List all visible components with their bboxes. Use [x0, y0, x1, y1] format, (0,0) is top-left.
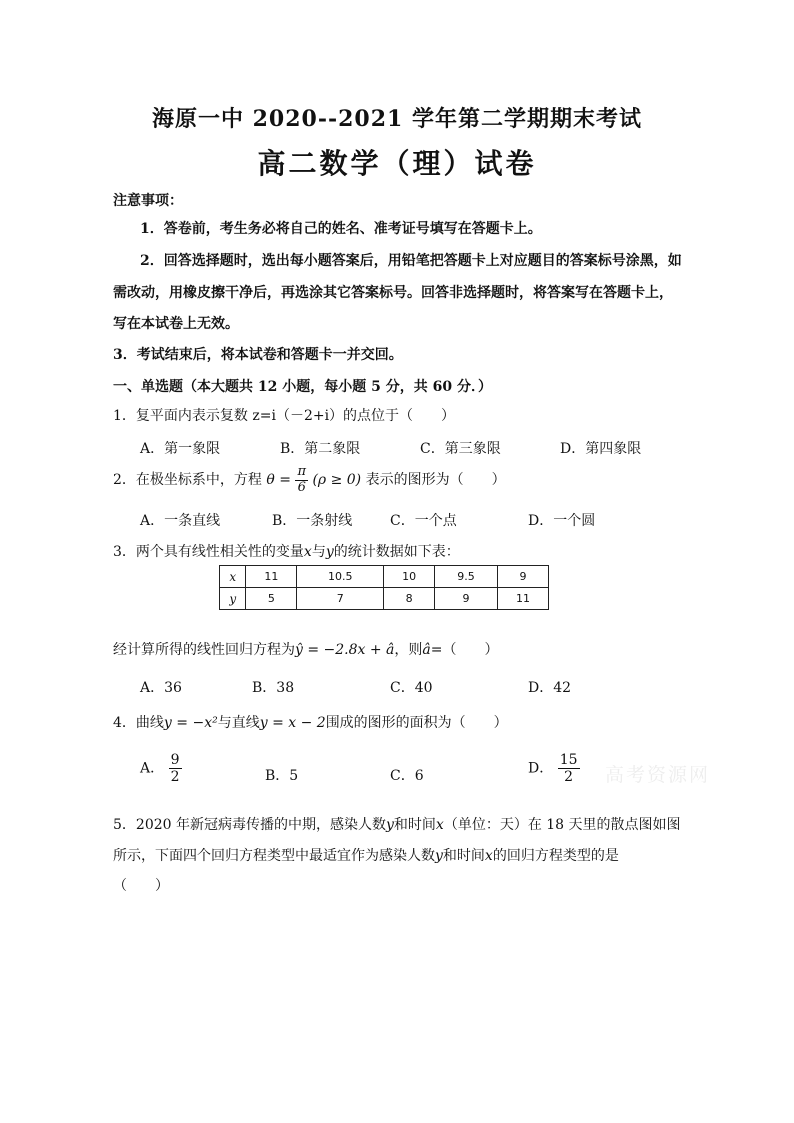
q2-frac-num: π	[297, 463, 306, 479]
table-cell: y	[220, 588, 246, 610]
q4-curve: y = −x²	[163, 715, 218, 731]
q2-fraction	[295, 465, 308, 496]
q4-option-c: C．6	[390, 768, 424, 784]
q3-line2-suffix: =（ ）	[430, 642, 499, 658]
question-3	[113, 541, 460, 561]
q4-option-d	[528, 752, 580, 785]
table-row	[220, 566, 549, 588]
q2-theta: θ =	[266, 472, 291, 488]
note-item-2-line-2: 需改动，用橡皮擦干净后，再选涂其它答案标号。回答非选择题时，将答案写在答题卡上，	[113, 285, 673, 301]
table-cell: 5	[246, 588, 297, 610]
q5-var-x: x	[435, 817, 444, 833]
q3-prefix: 3．两个具有线性相关性的变量	[113, 544, 304, 560]
q2-frac-den: 6	[297, 479, 306, 495]
q2-suffix: 表示的图形为（ ）	[365, 472, 506, 488]
q4-option-d-fraction	[558, 752, 580, 785]
exam-title: 海原一中 2020--2021 学年第二学期期末考试	[151, 106, 643, 132]
watermark: 高考资源网	[605, 764, 711, 786]
q3-option-d: D．42	[528, 680, 572, 696]
table-cell: 9	[435, 588, 498, 610]
table-cell: 10.5	[297, 566, 384, 588]
q4-option-d-den: 2	[564, 769, 574, 786]
q5-line2-c: 的回归方程类型的是	[492, 848, 619, 864]
q5-var-y2: y	[435, 848, 443, 864]
question-5-line-3: （ ）	[113, 878, 169, 894]
q3-option-c: C．40	[390, 680, 433, 696]
q3-equation-line	[113, 639, 499, 659]
q1-option-c: C．第三象限	[420, 441, 501, 457]
note-item-3: 3．考试结束后，将本试卷和答题卡一并交回。	[113, 347, 403, 363]
q3-equation: ŷ = −2.8x + â	[295, 642, 395, 658]
q1-option-b: B．第二象限	[280, 441, 361, 457]
q3-var-x: x	[303, 544, 312, 560]
q2-option-d: D．一个圆	[528, 513, 596, 529]
table-cell: 11	[497, 588, 548, 610]
q4-mid: 与直线	[217, 715, 260, 731]
q2-option-b: B．一条射线	[272, 513, 353, 529]
table-cell: 11	[246, 566, 297, 588]
note-item-2-line-3: 写在本试卷上无效。	[113, 316, 239, 332]
q5-line2-a: 所示，下面四个回归方程类型中最适宜作为感染人数	[113, 848, 435, 864]
table-row	[220, 588, 549, 610]
section-heading: 一、单选题（本大题共 12 小题，每小题 5 分，共 60 分．）	[113, 379, 492, 395]
q4-line: y = x − 2	[259, 715, 326, 731]
q4-option-a-den: 2	[170, 769, 180, 786]
q3-var-y: y	[325, 544, 334, 560]
exam-subtitle: 高二数学（理）试卷	[257, 147, 537, 180]
note-item-1: 1．答卷前，考生务必将自己的姓名、准考证号填写在答题卡上。	[140, 221, 542, 237]
q1-option-d: D．第四象限	[560, 441, 642, 457]
q3-line2-mid: ，则	[394, 642, 423, 658]
q3-ahat: â	[422, 642, 431, 658]
q4-suffix: 围成的图形的面积为（ ）	[325, 715, 508, 731]
q4-option-d-num: 15	[559, 752, 578, 768]
q3-option-b: B．38	[252, 680, 295, 696]
q5-var-y: y	[386, 817, 394, 833]
question-1: 1．复平面内表示复数 z=i（－2+i）的点位于（ ）	[113, 408, 456, 424]
note-item-2-line-1: 2．回答选择题时，选出每小题答案后，用铅笔把答题卡上对应题目的答案标号涂黑，如	[140, 253, 682, 269]
q4-option-a	[140, 752, 182, 785]
question-5-line-2	[113, 845, 619, 865]
q3-data-table	[219, 565, 549, 610]
q3-option-a: A．36	[140, 680, 182, 696]
table-cell: 9.5	[435, 566, 498, 588]
table-cell: 9	[497, 566, 548, 588]
q3-suffix: 的统计数据如下表：	[333, 544, 460, 560]
q5-line2-b: 和时间	[442, 848, 485, 864]
q1-option-a: A．第一象限	[140, 441, 221, 457]
question-5-line-1	[113, 814, 681, 834]
q5-line1-c: （单位：天）在 18 天里的散点图如图	[443, 817, 681, 833]
table-cell: 7	[297, 588, 384, 610]
q4-option-d-label: D．	[528, 760, 554, 777]
q4-option-a-label: A．	[140, 760, 165, 777]
q4-option-b: B．5	[265, 768, 299, 784]
q2-prefix: 2．在极坐标系中，方程	[113, 472, 262, 488]
table-cell: 8	[384, 588, 435, 610]
q4-prefix: 4．曲线	[113, 715, 164, 731]
table-cell: 10	[384, 566, 435, 588]
q5-var-x2: x	[484, 848, 493, 864]
question-4	[113, 712, 508, 732]
notes-heading: 注意事项：	[113, 193, 183, 209]
q2-option-c: C．一个点	[390, 513, 457, 529]
q4-option-a-num: 9	[170, 752, 180, 768]
table-cell: x	[220, 566, 246, 588]
q3-mid: 与	[311, 544, 326, 560]
q2-option-a: A．一条直线	[140, 513, 221, 529]
q5-line1-a: 5．2020 年新冠病毒传播的中期，感染人数	[113, 817, 386, 833]
q5-line1-b: 和时间	[393, 817, 436, 833]
question-2	[113, 463, 506, 497]
q3-line2-prefix: 经计算所得的线性回归方程为	[113, 642, 295, 658]
q4-option-a-fraction	[169, 752, 182, 785]
q2-condition: (ρ ≥ 0)	[312, 472, 362, 488]
